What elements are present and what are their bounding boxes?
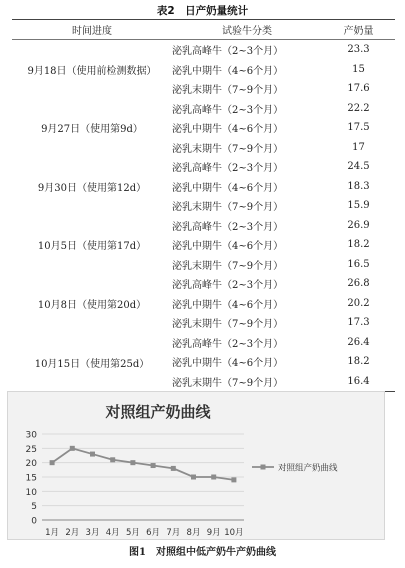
period-cell: 9月18日（使用前检测数据） [27,65,157,77]
table-header-row [12,20,395,40]
category-cell: 泌乳中期牛（4~6个月） [172,241,284,253]
data-point [70,446,75,451]
category-cell: 泌乳中期牛（4~6个月） [172,124,284,136]
yield-cell: 17.3 [347,317,370,329]
data-point [171,466,176,471]
chart-title: 对照组产奶曲线 [105,403,211,421]
x-tick-label: 10月 [224,528,244,538]
x-tick-label: 1月 [45,528,60,538]
header-period: 时间进度 [12,20,172,40]
x-tick-label: 7月 [166,528,181,538]
period-cell: 9月27日（使用第9d） [41,124,143,136]
yield-cell: 17.5 [347,122,370,134]
category-cell: 泌乳中期牛（4~6个月） [172,358,284,370]
category-cell: 泌乳末期牛（7~9个月） [172,319,284,331]
yield-cell: 16.5 [347,258,370,270]
category-cell: 泌乳末期牛（7~9个月） [172,85,284,97]
yield-cell: 26.9 [347,219,370,231]
table-row [12,216,395,236]
category-cell: 泌乳末期牛（7~9个月） [172,202,284,214]
category-cell: 泌乳高峰牛（2~3个月） [172,46,284,58]
line-chart [8,392,384,539]
y-tick-label: 10 [25,487,37,498]
y-tick-label: 0 [31,516,37,527]
table-row [12,40,395,60]
x-tick-label: 4月 [105,528,120,538]
table-row [12,157,395,177]
x-tick-label: 2月 [65,528,80,538]
yield-cell: 18.2 [347,239,370,251]
data-point [50,460,55,465]
yield-cell: 24.5 [347,161,370,173]
table-row [12,333,395,353]
data-point [231,477,236,482]
period-cell: 10月5日（使用第17d） [37,241,147,253]
x-tick-label: 9月 [206,528,221,538]
yield-cell: 16.4 [322,372,395,392]
data-point [191,475,196,480]
category-cell: 泌乳高峰牛（2~3个月） [172,104,284,116]
table-title: 表2 日产奶量统计 [156,5,249,17]
y-tick-label: 25 [25,444,37,455]
yield-cell: 18.2 [347,356,370,368]
table-row [12,99,395,119]
yield-cell: 17.6 [347,83,370,95]
category-cell: 泌乳中期牛（4~6个月） [172,182,284,194]
header-category: 试验牛分类 [172,20,322,40]
data-point [130,460,135,465]
y-tick-label: 20 [25,459,37,470]
chart-panel [7,391,385,540]
category-cell: 泌乳末期牛（7~9个月） [172,143,284,155]
category-cell: 泌乳末期牛（7~9个月） [172,372,322,392]
data-point [211,475,216,480]
y-tick-label: 30 [25,430,37,441]
yield-cell: 20.2 [347,297,370,309]
x-tick-label: 5月 [125,528,140,538]
data-point [110,457,115,462]
period-cell: 10月15日（使用第25d） [34,358,150,370]
x-tick-label: 3月 [85,528,100,538]
period-cell: 10月8日（使用第20d） [37,299,147,311]
category-cell: 泌乳中期牛（4~6个月） [172,299,284,311]
period-cell: 9月30日（使用第12d） [37,182,147,194]
milk-yield-table [12,19,395,392]
x-tick-label: 6月 [146,528,161,538]
yield-cell: 26.4 [347,336,370,348]
header-yield: 产奶量 [322,20,395,40]
yield-cell: 26.8 [347,278,370,290]
y-tick-label: 15 [25,473,37,484]
yield-cell: 15 [352,63,365,75]
category-cell: 泌乳中期牛（4~6个月） [172,65,284,77]
yield-cell: 22.2 [347,102,370,114]
table-row [12,274,395,294]
yield-cell: 23.3 [347,44,370,56]
category-cell: 泌乳高峰牛（2~3个月） [172,163,284,175]
category-cell: 泌乳高峰牛（2~3个月） [172,280,284,292]
table-body [12,40,395,392]
x-tick-label: 8月 [186,528,201,538]
legend-label: 对照组产奶曲线 [278,463,338,474]
y-tick-label: 5 [31,502,37,513]
yield-cell: 18.3 [347,180,370,192]
figure-caption: 图1 对照组中低产奶牛产奶曲线 [129,547,276,558]
data-point [151,463,156,468]
yield-cell: 15.9 [347,200,370,212]
category-cell: 泌乳高峰牛（2~3个月） [172,338,284,350]
yield-cell: 17 [352,141,365,153]
series-line [52,448,234,480]
data-point [90,452,95,457]
category-cell: 泌乳高峰牛（2~3个月） [172,221,284,233]
category-cell: 泌乳末期牛（7~9个月） [172,260,284,272]
legend-marker [261,465,266,470]
